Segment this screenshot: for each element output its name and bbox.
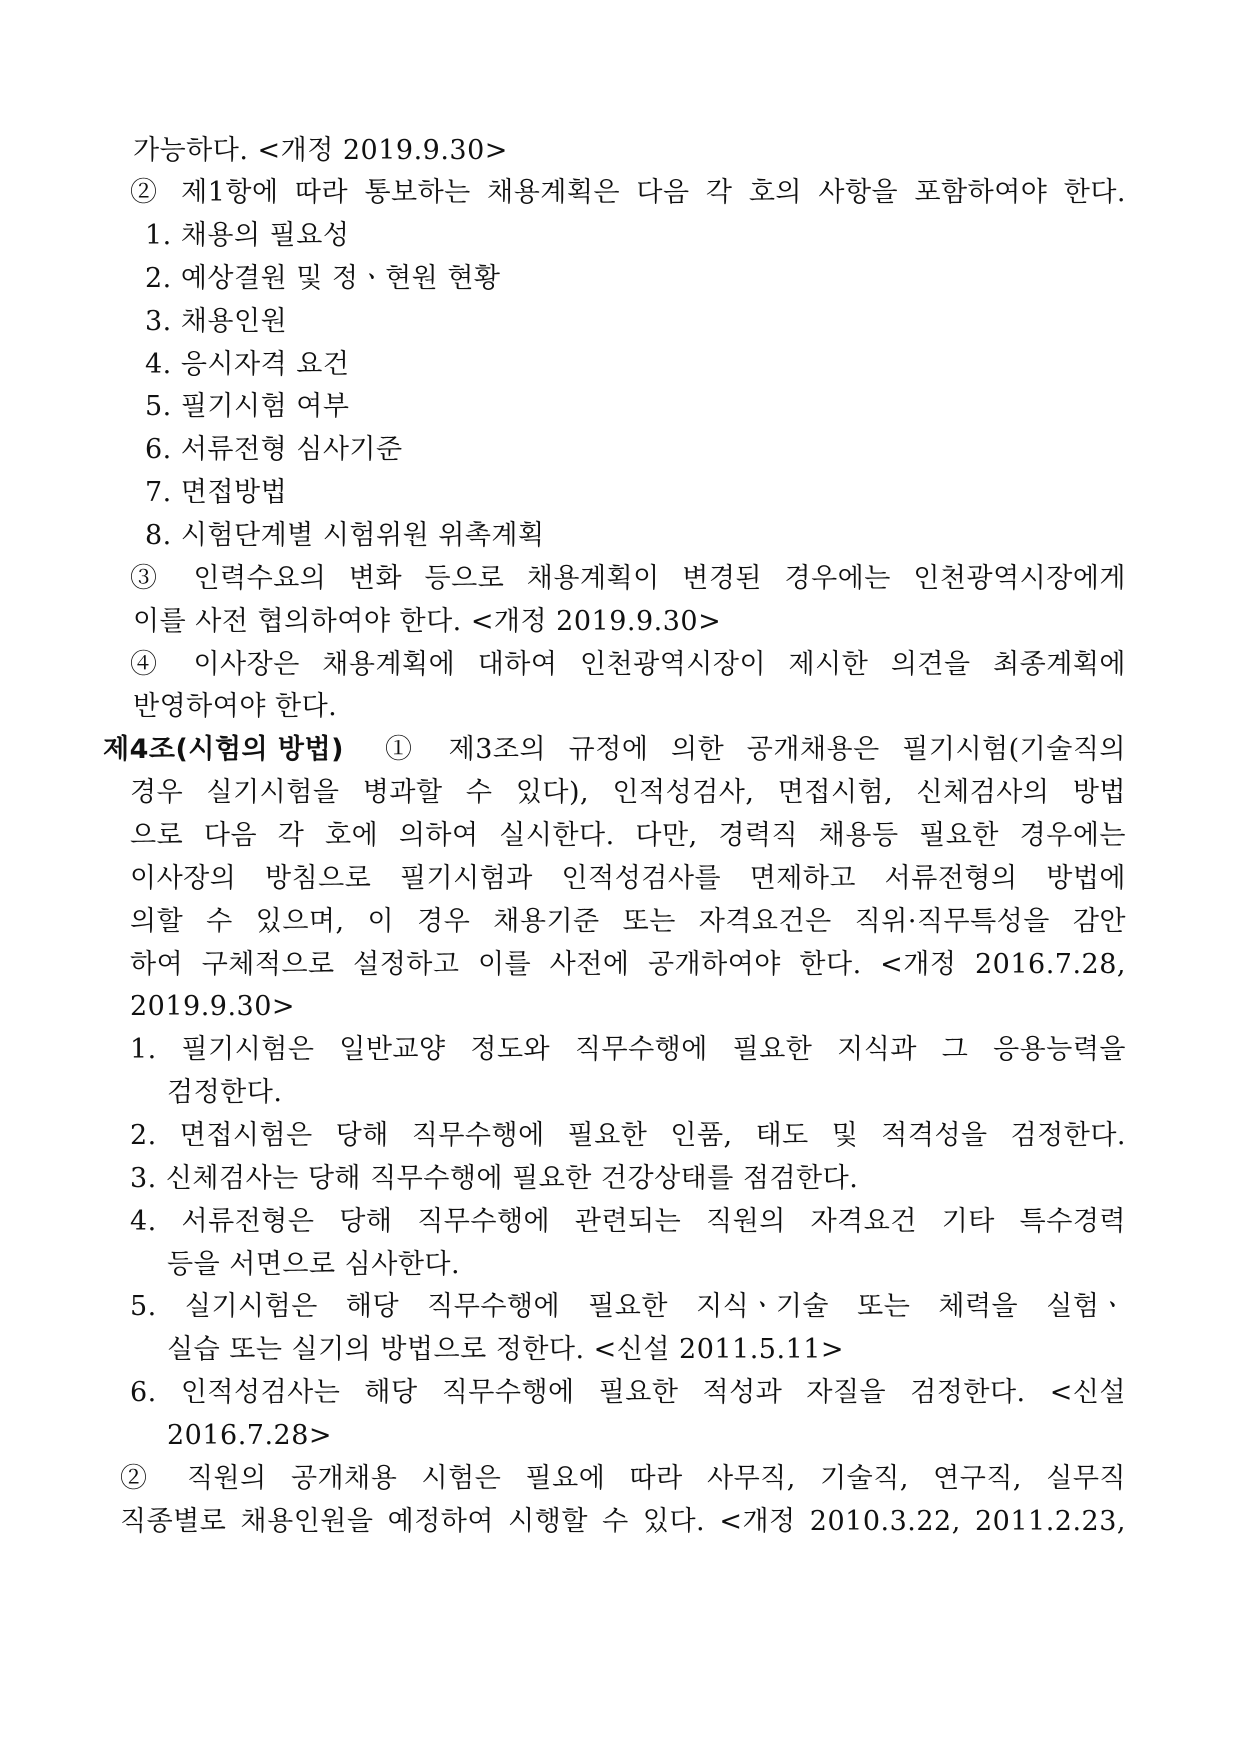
list-item-6: 6. 서류전형 심사기준 [145, 434, 403, 465]
list-item-method-3: 3. 신체검사는 당해 직무수행에 필요한 건강상태를 점검한다. [130, 1163, 859, 1194]
list-item-method-4: 4. 서류전형은 당해 직무수행에 관련되는 직원의 자격요건 기타 특수경력 [130, 1206, 1126, 1237]
text-line-17: 으로 다음 각 호에 의하여 실시한다. 다만, 경력직 채용등 필요한 경우에는 [130, 820, 1126, 851]
list-item-1: 1. 채용의 필요성 [145, 220, 350, 251]
text-line-15: ① 제3조의 규정에 의한 공개채용은 필기시험(기술직의 [385, 734, 1126, 765]
list-item-method-4-cont: 등을 서면으로 심사한다. [167, 1249, 461, 1280]
list-item-method-5: 5. 실기시험은 해당 직무수행에 필요한 지식ㆍ기술 또는 체력을 실험ㆍ [130, 1291, 1126, 1322]
text-line-12: 이를 사전 협의하여야 한다. <개정 2019.9.30> [133, 606, 722, 637]
list-item-7: 7. 면접방법 [145, 477, 288, 508]
text-line-19: 의할 수 있으며, 이 경우 채용기준 또는 자격요건은 직위·직무특성을 감안 [130, 906, 1126, 937]
list-item-method-1: 1. 필기시험은 일반교양 정도와 직무수행에 필요한 지식과 그 응용능력을 [130, 1034, 1126, 1065]
list-item-8: 8. 시험단계별 시험위원 위촉계획 [145, 520, 545, 551]
text-line-1: 가능하다. <개정 2019.9.30> [133, 135, 508, 166]
text-line-16: 경우 실기시험을 병과할 수 있다), 인적성검사, 면접시험, 신체검사의 방법 [130, 777, 1126, 808]
list-item-method-6-cont: 2016.7.28> [167, 1420, 333, 1451]
text-line-20: 하여 구체적으로 설정하고 이를 사전에 공개하여야 한다. <개정 2016.7.28, [130, 949, 1126, 980]
text-line-21: 2019.9.30> [130, 991, 296, 1022]
list-item-2: 2. 예상결원 및 정ㆍ현원 현황 [145, 263, 501, 294]
list-item-method-2: 2. 면접시험은 당해 직무수행에 필요한 인품, 태도 및 적격성을 검정한다. [130, 1120, 1126, 1151]
article-title: 제4조(시험의 방법) [103, 734, 344, 765]
list-item-4: 4. 응시자격 요건 [145, 349, 350, 380]
text-line-13: ④ 이사장은 채용계획에 대하여 인천광역시장이 제시한 의견을 최종계획에 [130, 649, 1126, 680]
text-line-14: 반영하여야 한다. [133, 691, 338, 722]
list-item-5: 5. 필기시험 여부 [145, 391, 350, 422]
text-line-2: ② 제1항에 따라 통보하는 채용계획은 다음 각 호의 사항을 포함하여야 한다. [130, 177, 1126, 208]
text-line-32: ② 직원의 공개채용 시험은 필요에 따라 사무직, 기술직, 연구직, 실무직 [120, 1463, 1126, 1494]
text-line-11: ③ 인력수요의 변화 등으로 채용계획이 변경된 경우에는 인천광역시장에게 [130, 563, 1126, 594]
text-line-33: 직종별로 채용인원을 예정하여 시행할 수 있다. <개정 2010.3.22, 2011.2.23, [120, 1506, 1126, 1537]
list-item-method-5-cont: 실습 또는 실기의 방법으로 정한다. <신설 2011.5.11> [167, 1334, 845, 1365]
text-line-18: 이사장의 방침으로 필기시험과 인적성검사를 면제하고 서류전형의 방법에 [130, 863, 1126, 894]
list-item-method-1-cont: 검정한다. [167, 1077, 283, 1108]
list-item-method-6: 6. 인적성검사는 해당 직무수행에 필요한 적성과 자질을 검정한다. <신설 [130, 1377, 1126, 1408]
list-item-3: 3. 채용인원 [145, 306, 288, 337]
